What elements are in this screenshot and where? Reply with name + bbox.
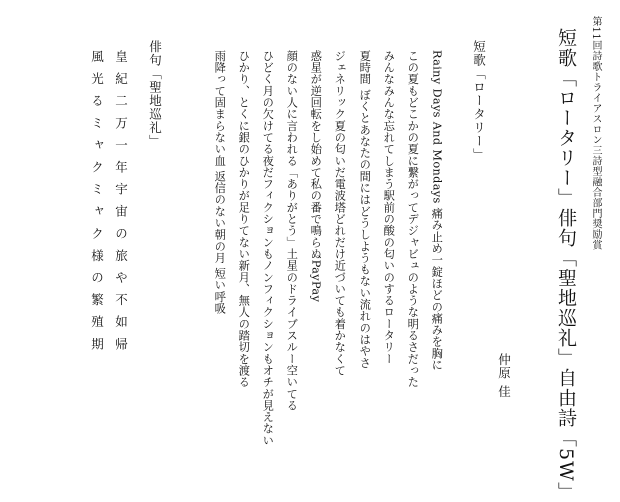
tanka-line: 顔のない人に言われる「ありがとう」土星のドライブスルー空いてる [285, 50, 299, 412]
author-name: 仲原 佳 [496, 353, 512, 399]
award-line: 第11回詩歌トライアスロン三詩型融合部門奨励賞 [590, 16, 601, 251]
tanka-line: 惑星が逆回転をし始めて私の番で鳴らぬPayPay [309, 50, 323, 303]
tanka-line: Rainy Days And Mondays 痛み止め一錠ほどの痛みを胸に [430, 50, 444, 371]
document-title: 短歌「ロータリー」俳句「聖地巡礼」自由詩「5W」 [555, 28, 577, 502]
tanka-line: みんなみんな忘れてしまう駅前の酸の匂いのするロータリー [382, 50, 396, 365]
tanka-line: ひどく月の欠けてる夜だフィクションもノンフィクションもオチが見えない [261, 50, 275, 447]
haiku-heading: 俳句「聖地巡礼」 [147, 40, 163, 148]
haiku-line: 皇紀二万一年宇宙の旅や不如帰 [113, 50, 129, 360]
tanka-line: ジェネリック夏の匂いだ電波塔どれだけ近づいても着かなくて [333, 50, 347, 377]
tanka-line: この夏もどこかの夏に繋がってデジャビュのような明るさだった [406, 50, 420, 388]
haiku-line: 風光るミャクミャク様の繁殖期 [89, 50, 105, 360]
tanka-line: 雨降って固まらない血 返信のない朝の月 短い呼吸 [213, 50, 227, 315]
tanka-line: ひかり、とくに銀のひかりが足りてない新月、無人の踏切を渡る [237, 50, 251, 388]
tanka-heading: 短歌「ロータリー」 [471, 40, 487, 162]
tanka-line: 夏時間 ぼくとあなたの間にはどうしようもない流れのはやさ [358, 50, 372, 369]
